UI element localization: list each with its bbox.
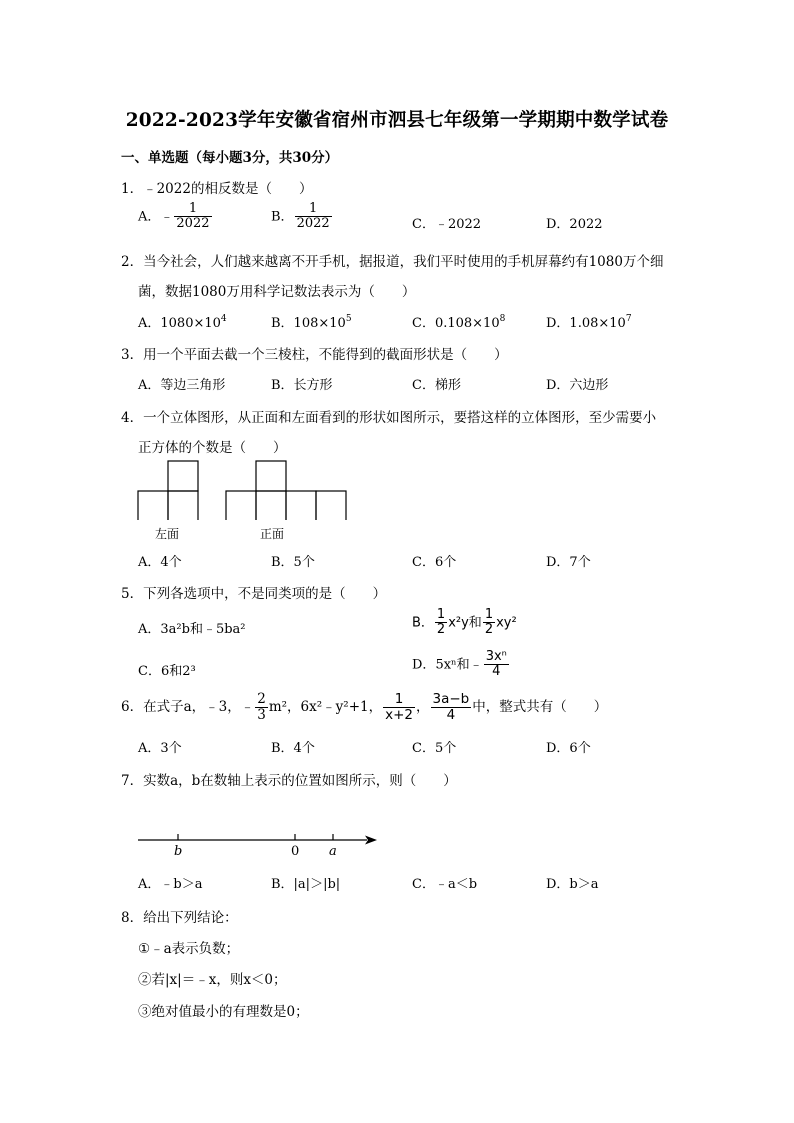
front-view-square (256, 491, 286, 520)
question-number: 6． (121, 698, 144, 715)
option-text: D．1.08×10 (546, 316, 626, 331)
question-stem: ﹣2022的相反数是（ ） (143, 181, 313, 197)
sign: ﹣ (469, 657, 483, 673)
number-line (135, 828, 385, 848)
fraction-denominator: 4 (492, 664, 501, 680)
question-stem: 下列各选项中，不是同类项的是（ ） (143, 586, 387, 602)
q3-option-a: A．等边三角形 (138, 378, 226, 393)
fraction (435, 608, 447, 638)
q8-statement-1: ①﹣a表示负数； (138, 941, 240, 957)
stem-part: 在式子a，﹣3，﹣ (143, 698, 255, 715)
fraction-numerator: 1 (383, 692, 415, 708)
question-1 (121, 177, 312, 197)
q5-option-b (412, 608, 517, 638)
q7-option-c: C．﹣a＜b (412, 877, 478, 892)
q5-option-c: C．6和2³ (138, 664, 196, 679)
page-title: 2022-2023学年安徽省宿州市泗县七年级第一学期期中数学试卷 (125, 110, 669, 131)
sign: ﹣ (160, 209, 174, 225)
fraction-denominator: 3 (257, 706, 266, 723)
q2-option-c (412, 312, 505, 331)
left-view-square (168, 491, 198, 520)
fraction (295, 202, 332, 232)
fraction-denominator: 2022 (176, 216, 210, 232)
exponent: 7 (625, 314, 632, 324)
question-stem: 实数a，b在数轴上表示的位置如图所示，则（ ） (143, 773, 457, 789)
fraction (174, 202, 211, 232)
front-view-square (226, 491, 256, 520)
question-number: 5． (121, 586, 144, 602)
q1-option-a (138, 202, 213, 232)
question-7 (121, 769, 457, 789)
left-view-square (168, 461, 198, 491)
question-stem: 给出下列结论： (143, 910, 238, 926)
section-heading: 一、单选题（每小题3分，共30分） (121, 150, 339, 166)
q4-option-b: B．5个 (271, 555, 315, 570)
stem-part: m²，6x²﹣y²+1， (268, 698, 383, 715)
fraction-denominator: 4 (446, 706, 456, 723)
fraction (483, 608, 495, 638)
left-view (138, 461, 198, 520)
q3-option-d: D．六边形 (546, 378, 609, 393)
option-label: D． (412, 657, 436, 673)
question-2-line-2: 菌，数据1080万用科学记数法表示为（ ） (138, 284, 416, 300)
stem-part: ， (416, 698, 430, 715)
q8-statement-3: ③绝对值最小的有理数是0； (138, 1004, 309, 1020)
question-6 (121, 692, 607, 723)
option-label: B． (412, 615, 434, 631)
front-view-caption: 正面 (260, 527, 285, 541)
fraction-numerator: 1 (436, 607, 446, 622)
q8-statement-2: ②若|x|＝﹣x，则x＜0； (138, 972, 287, 988)
question-8 (121, 906, 238, 926)
front-view-square (316, 491, 346, 520)
question-number: 7． (121, 773, 144, 789)
fraction-denominator: 2 (436, 622, 446, 638)
q6-option-b: B．4个 (271, 741, 315, 756)
q7-option-d: D．b＞a (546, 877, 599, 892)
fraction-denominator: 2 (484, 622, 494, 638)
fraction-numerator: 1 (174, 202, 211, 217)
option-label: B． (271, 209, 294, 225)
fraction-numerator: 1 (484, 607, 494, 622)
option-text: C．0.108×10 (412, 316, 500, 331)
option-label: A． (138, 209, 161, 225)
question-number: 2． (121, 254, 144, 270)
exponent: 8 (499, 314, 506, 324)
question-number: 1． (121, 181, 144, 197)
q2-option-b (271, 312, 352, 331)
question-number: 3． (121, 347, 144, 363)
q1-option-d: D．2022 (546, 217, 603, 232)
fraction-numerator: 2 (257, 691, 266, 707)
term: x²y和 (448, 615, 482, 631)
q4-option-d: D．7个 (546, 555, 591, 570)
front-view-square (256, 461, 286, 491)
left-view-caption: 左面 (155, 527, 180, 541)
q6-option-c: C．5个 (412, 741, 457, 756)
q1-option-c: C．﹣2022 (412, 217, 482, 232)
term: xy² (496, 615, 517, 631)
front-view-square (286, 491, 316, 520)
fraction-numerator: 1 (295, 202, 332, 217)
stem-part: 中，整式共有（ ） (472, 698, 608, 715)
q3-option-c: C．梯形 (412, 378, 461, 393)
fraction (255, 692, 268, 723)
fraction (431, 692, 472, 723)
q4-option-c: C．6个 (412, 555, 457, 570)
fraction-numerator: 3a−b (432, 691, 470, 707)
fraction-denominator: 2022 (296, 216, 330, 232)
label-zero: 0 (291, 844, 300, 859)
question-2 (121, 250, 663, 270)
fraction (484, 650, 509, 680)
q1-option-b (271, 202, 333, 232)
left-view-square (138, 491, 168, 520)
option-text: A．1080×10 (138, 316, 221, 331)
q2-option-a (138, 312, 227, 331)
q5-option-d (412, 650, 510, 680)
question-5 (121, 582, 386, 602)
q5-option-a: A．3a²b和﹣5ba² (138, 622, 246, 637)
question-number: 8． (121, 910, 144, 926)
question-number: 4． (121, 410, 144, 426)
question-stem-line: 一个立体图形，从正面和左面看到的形状如图所示，要搭这样的立体图形，至少需要小 (143, 410, 657, 426)
question-stem: 用一个平面去截一个三棱柱，不能得到的截面形状是（ ） (143, 347, 508, 363)
q7-option-b: B．|a|＞|b| (271, 877, 341, 892)
front-view (226, 461, 346, 520)
q6-option-a: A．3个 (138, 741, 182, 756)
exponent: 5 (345, 314, 352, 324)
fraction-denominator: x+2 (385, 706, 413, 723)
option-text: B．108×10 (271, 316, 346, 331)
fraction-numerator: 3xⁿ (485, 649, 507, 664)
q4-option-a: A．4个 (138, 555, 182, 570)
exponent: 4 (220, 314, 227, 324)
question-stem-line: 当今社会，人们越来越离不开手机，据报道，我们平时使用的手机屏幕约有1080万个细 (143, 254, 664, 270)
fraction (383, 692, 415, 723)
question-4 (121, 406, 656, 426)
term: 5xⁿ和 (435, 657, 470, 673)
question-4-line-2: 正方体的个数是（ ） (138, 440, 287, 456)
label-b: b (174, 844, 183, 859)
three-view-figure (130, 458, 360, 520)
q2-option-d (546, 312, 632, 331)
label-a: a (329, 844, 337, 859)
question-3 (121, 343, 508, 363)
q6-option-d: D．6个 (546, 741, 591, 756)
q7-option-a: A．﹣b＞a (138, 877, 203, 892)
q3-option-b: B．长方形 (271, 378, 333, 393)
